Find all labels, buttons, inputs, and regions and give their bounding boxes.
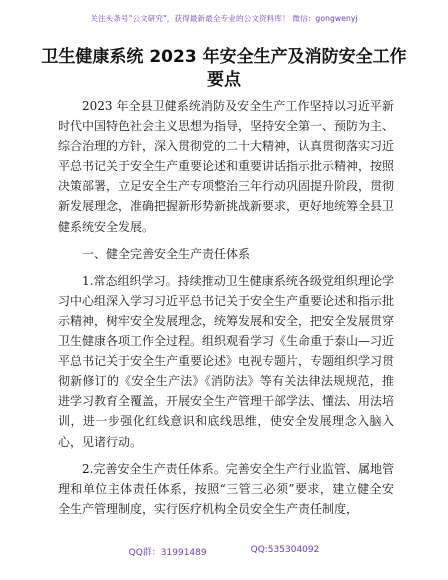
title-line-2: 要点 [207, 70, 241, 90]
footer-banner [0, 545, 448, 563]
footer-qq: QQ:535304092 [250, 545, 320, 555]
intro-paragraph: 2023 年全县卫健系统消防及安全生产工作坚持以习近平新时代中国特色社会主义思想为指导，坚持安全第一、预防为主、综合治理的方针，深入贯彻党的二十大精神，认真贯彻落实习近平总书记关于安全生产重要论述和重要讲话指示批示精神，按照决策部署，立足安全生产专项整治三年行动巩固提升阶段，贯彻新发展理念，准确把握新形势新挑战新要求，更好地统筹全县卫健系统安全发展。 [58, 99, 395, 234]
item-paragraph-2: 2.完善安全生产责任体系。完善安全生产行业监管、属地管理和单位主体责任体系，按照“三管三必须”要求，建立健全安全生产管理制度，实行医疗机构全员安全生产责任制度， [58, 461, 394, 516]
header-banner [0, 0, 448, 36]
title-line-1: 卫生健康系统 2023 年安全生产及消防安全工作 [41, 47, 407, 67]
header-banner-text: 关注头条号"公文研究"，获得最新最全专业的公文资料库！ 微信：gongwenyj [90, 13, 358, 23]
document-title [40, 46, 408, 92]
item-paragraph-1: 1.常态组织学习。持续推动卫生健康系统各级党组织理论学习中心组深入学习习近平总书记关于安全生产重要论述和指示批示精神，树牢安全发展理念，统筹发展和安全，把安全发展贯穿卫生健康各项工作全过程。组织观看学习《生命重于泰山—习近平总书记关于安全生产重要论述》电视专题片，专题组织学习贯彻新修订的《安全生产法》《消防法》等有关法律法规规范，推进学习教育全覆盖，开展安全生产管理干部学法、懂法、用法培训，进一步强化红线意识和底线思维，使安全发展理念入脑入心，见诸行动。 [58, 273, 395, 449]
section-heading-1: 一、健全完善安全生产责任体系 [82, 246, 251, 261]
footer-qq-group: QQ群：31991489 [128, 548, 207, 558]
document-body [58, 96, 394, 526]
